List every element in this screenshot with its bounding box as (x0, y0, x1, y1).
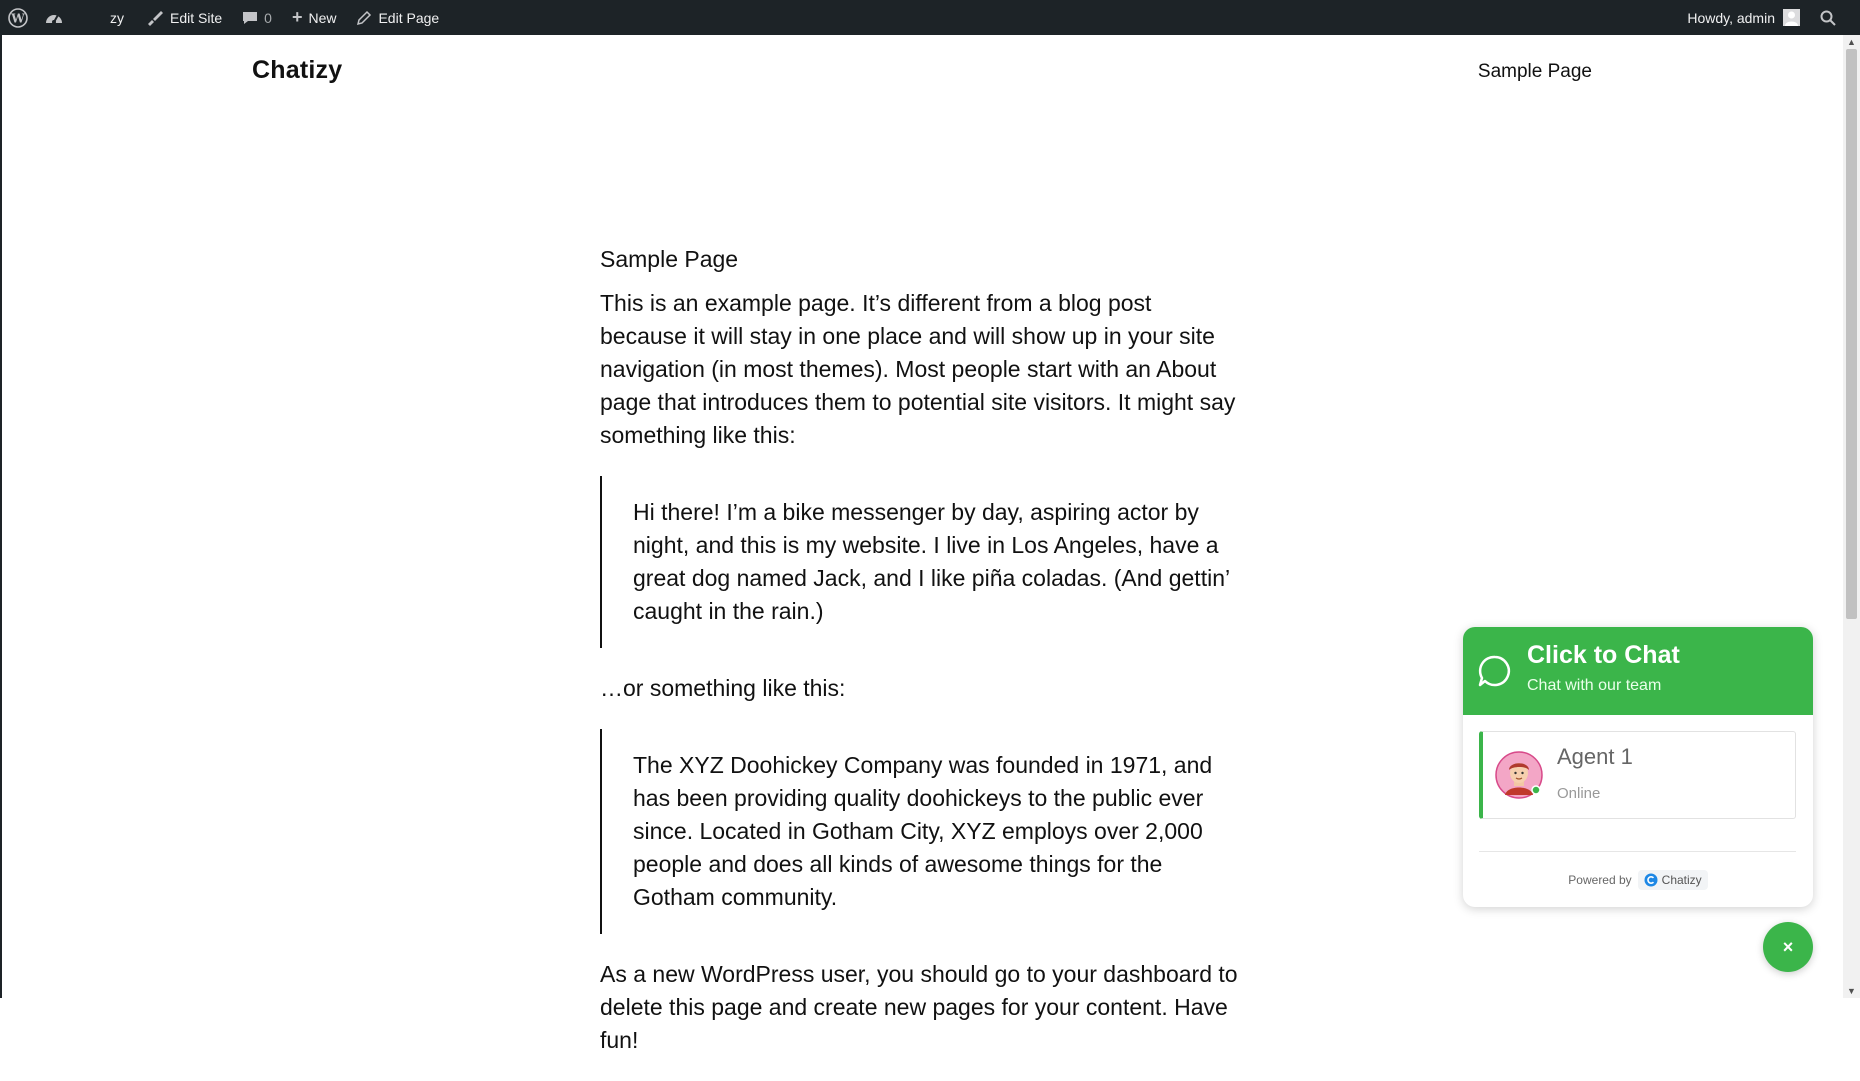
brush-icon (146, 10, 164, 26)
chat-title: Click to Chat (1527, 641, 1680, 669)
chat-bubble-icon (1477, 653, 1513, 694)
plus-icon: + (291, 7, 303, 27)
new-label: New (308, 9, 337, 26)
user-avatar-icon (1783, 9, 1800, 26)
nav-item-sample-page[interactable]: Sample Page (1477, 61, 1592, 82)
powered-by-label: Powered by (1568, 873, 1632, 887)
wordpress-logo-button[interactable] (0, 0, 36, 35)
site-title-link[interactable]: Chatizy (252, 56, 343, 84)
pencil-icon (356, 10, 372, 26)
quote-block-1 (600, 476, 1240, 648)
admin-search-button[interactable] (1814, 0, 1860, 35)
dashboard-gauge-icon (44, 9, 64, 27)
scroll-up-arrow-icon[interactable]: ▲ (1847, 37, 1856, 47)
page-scrollbar[interactable] (1843, 35, 1860, 998)
edit-page-label: Edit Page (378, 9, 440, 26)
or-paragraph: …or something like this: (600, 675, 846, 701)
intro-paragraph: This is an example page. It’s different from a blog post because it will stay in one place and will show up in your site navigation (in most themes). Most people start with an About page that introduces them to potential site visitors. It might say something like this: (600, 290, 1236, 448)
admin-bar (0, 0, 1860, 35)
scroll-down-arrow-icon[interactable]: ▼ (1847, 986, 1856, 996)
scrollbar-thumb[interactable] (1846, 49, 1857, 619)
page-title: Sample Page (600, 246, 739, 272)
my-account-link[interactable] (1677, 0, 1814, 35)
quote-text-1: Hi there! I’m a bike messenger by day, aspiring actor by night, and this is my website. I live in Los Angeles, have a great dog named Jack, and I like piña coladas. (And gettin’ caught in the rain.) (633, 499, 1230, 624)
chat-header[interactable] (1463, 627, 1813, 715)
dashboard-button[interactable] (36, 0, 72, 35)
agent-avatar (1495, 751, 1543, 799)
close-icon: × (1782, 936, 1794, 957)
chat-widget (1463, 627, 1813, 907)
svg-text:W: W (11, 11, 25, 25)
wordpress-logo-icon (8, 8, 28, 28)
chatizy-brand-link[interactable] (1638, 870, 1708, 890)
left-edge-divider (0, 35, 2, 998)
chatizy-brand-label: Chatizy (1661, 873, 1702, 887)
chatizy-logo-icon (1644, 873, 1658, 887)
quote-text-2: The XYZ Doohickey Company was founded in 1971, and has been providing quality doohickeys to the public ever since. Located in Gotham City, XYZ employs over 2,000 people and does all kinds of awesome things for the Gotham community. (633, 752, 1213, 910)
edit-site-label: Edit Site (170, 9, 223, 26)
page-content (600, 244, 1240, 1081)
comment-icon (242, 10, 258, 26)
outro-paragraph: As a new WordPress user, you should go to your dashboard to delete this page and create new pages for your content. Have fun! (600, 961, 1238, 1053)
close-chat-button[interactable] (1763, 922, 1813, 972)
chat-divider (1479, 851, 1796, 852)
quote-block-2 (600, 729, 1240, 934)
agent-card[interactable] (1479, 731, 1796, 819)
chat-subtitle: Chat with our team (1527, 677, 1662, 694)
agent-status: Online (1557, 785, 1601, 802)
search-icon (1820, 10, 1836, 26)
comments-count: 0 (264, 9, 272, 26)
howdy-label: Howdy, admin (1687, 9, 1775, 26)
agent-name: Agent 1 (1557, 744, 1633, 769)
powered-by-footer (1463, 870, 1813, 890)
site-name-link[interactable] (72, 0, 136, 35)
new-content-link[interactable] (282, 0, 347, 35)
edit-site-link[interactable] (136, 0, 232, 35)
site-name-label: zy (110, 9, 124, 26)
comments-link[interactable] (232, 0, 282, 35)
edit-page-link[interactable] (346, 0, 449, 35)
